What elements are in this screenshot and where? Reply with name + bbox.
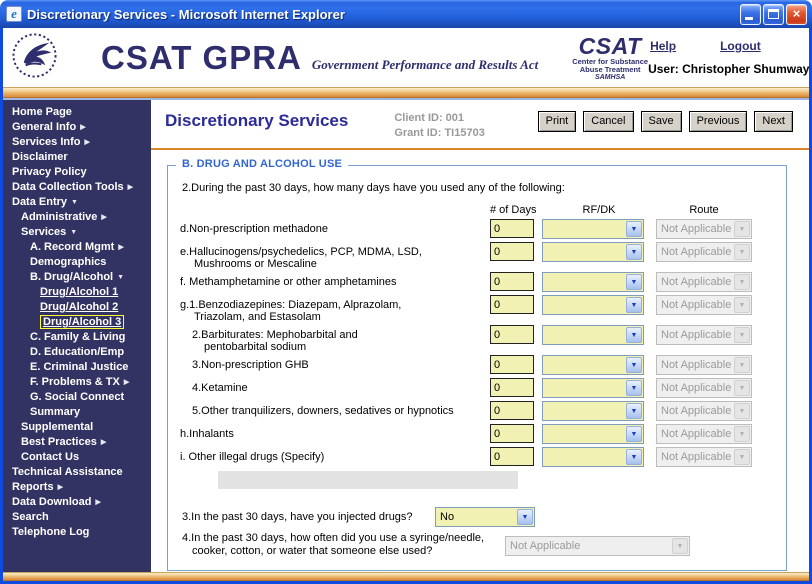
route-select: Not Applicable ▼ [656,325,752,345]
client-grant-ids [394,111,484,141]
days-input[interactable] [490,355,534,374]
chevron-down-icon: ▼ [626,297,642,313]
rfdk-select[interactable] [542,401,644,421]
title-bar[interactable] [0,0,812,28]
sidebar-item-data-download[interactable] [3,495,151,510]
sidebar-item-services-info[interactable] [3,135,151,150]
sidebar-item-telephone-log[interactable] [3,525,151,540]
injected-drugs-select[interactable]: No ▼ [435,507,535,527]
sidebar-nav [3,100,151,572]
brand-title: CSAT GPRA [101,38,302,76]
route-select: Not Applicable ▼ [656,424,752,444]
header-right [648,39,812,76]
minimize-button[interactable] [740,4,761,25]
cancel-button[interactable]: Cancel [583,111,633,132]
sidebar-item-label: Search [12,511,49,523]
sidebar-item-label: E. Criminal Justice [30,361,129,373]
rfdk-select[interactable] [542,378,644,398]
sidebar-item-summary[interactable] [3,405,151,420]
sidebar-item-label: Services Info [12,136,81,148]
sidebar-item-technical-assistance[interactable] [3,465,151,480]
drug-rows [180,219,778,468]
chevron-down-icon: ▼ [626,244,642,260]
csat-logo-line3: SAMHSA [594,73,626,81]
chevron-down-icon: ▼ [734,327,750,343]
sidebar-item-label: Drug/Alcohol 2 [40,301,119,313]
chevron-right-icon: ▶ [101,214,107,221]
chevron-right-icon: ▶ [100,439,107,446]
question-2-text: 2.During the past 30 days, how many days have you used any of the following: [182,182,565,194]
chevron-down-icon: ▼ [734,274,750,290]
chevron-down-icon: ▼ [734,403,750,419]
sidebar-item-drug-alcohol-2[interactable] [3,300,151,315]
days-input[interactable] [490,325,534,344]
sidebar-item-b-drug-alcohol[interactable] [3,270,151,285]
sidebar-item-supplemental[interactable] [3,420,151,435]
sidebar-item-label: Contact Us [21,451,80,463]
sidebar-item-data-entry[interactable] [3,195,151,210]
toolbar [538,111,793,132]
sidebar-item-label: Home Page [12,106,72,118]
drug-row [180,325,778,353]
drug-alcohol-section [167,158,787,571]
column-headers [180,204,778,216]
chevron-down-icon: ▼ [626,327,642,343]
drug-label: e.Hallucinogens/psychedelics, PCP, MDMA, LSD, Mushrooms or Mescaline [180,246,422,270]
window-title: Discretionary Services - Microsoft Internet Explorer [27,6,345,22]
days-input[interactable] [490,272,534,291]
sidebar-item-reports[interactable] [3,480,151,495]
sidebar-item-services[interactable] [3,225,151,240]
sidebar-item-label: G. Social Connect [30,391,125,403]
drug-label: d.Non-prescription methadone [180,223,328,235]
chevron-down-icon: ▼ [626,274,642,290]
days-input[interactable] [490,447,534,466]
sidebar-item-label: Data Download [12,496,92,508]
csat-logo-title: CSAT [578,32,642,59]
previous-button[interactable]: Previous [689,111,748,132]
days-input[interactable] [490,424,534,443]
user-label: User: Christopher Shumway [648,62,810,76]
chevron-down-icon: ▼ [626,449,642,465]
window-frame [0,28,812,584]
route-select: Not Applicable ▼ [656,242,752,262]
rfdk-select[interactable] [542,272,644,292]
drug-row [180,295,778,323]
section-title: B. DRUG AND ALCOHOL USE [176,158,348,170]
chevron-right-icon: ▶ [80,124,86,131]
sidebar-item-label: A. Record Mgmt [30,241,115,253]
sidebar-item-label: Reports [12,481,54,493]
sidebar-item-data-collection-tools[interactable] [3,180,151,195]
sidebar-item-drug-alcohol-1[interactable] [3,285,151,300]
brand-block [101,39,538,77]
maximize-button[interactable] [763,4,784,25]
chevron-down-icon: ▼ [734,297,750,313]
col-header-rfdk: RF/DK [582,204,616,216]
days-input[interactable] [490,378,534,397]
chevron-down-icon: ▼ [626,357,642,373]
days-input[interactable] [490,219,534,238]
rfdk-select[interactable] [542,242,644,262]
chevron-down-icon: ▼ [734,221,750,237]
sidebar-item-administrative[interactable] [3,210,151,225]
chevron-right-icon: ▶ [95,499,101,506]
logout-link[interactable]: Logout [720,39,761,53]
sidebar-item-label: Technical Assistance [12,466,123,478]
grant-id: Grant ID: TI15703 [394,127,485,139]
app-header [3,28,809,87]
brand-subtitle: Government Performance and Results Act [311,56,539,72]
syringe-use-select: Not Applicable ▼ [505,536,690,556]
sidebar-item-privacy-policy[interactable] [3,165,151,180]
drug-label: g.1.Benzodiazepines: Diazepam, Alprazolam, Triazolam, and Estasolam [180,299,402,323]
sidebar-item-drug-alcohol-3[interactable] [3,315,151,330]
route-select: Not Applicable ▼ [656,219,752,239]
chevron-right-icon: ▶ [127,184,134,191]
chevron-down-icon: ▼ [626,426,642,442]
header-divider-bar [3,87,809,98]
next-button[interactable]: Next [754,111,793,132]
drug-row [180,401,778,422]
drug-row [180,272,778,293]
sidebar-item-f-problems-tx[interactable] [3,375,151,390]
hhs-eagle-logo [11,32,59,84]
route-select: Not Applicable ▼ [656,447,752,467]
sidebar-item-label: D. Education/Emp [30,346,125,358]
drug-row [180,378,778,399]
drug-row [180,242,778,270]
drug-label: 4.Ketamine [192,382,248,394]
rfdk-select[interactable] [542,424,644,444]
sidebar-item-label: F. Problems & TX [30,376,120,388]
drug-row [180,424,778,445]
col-header-days: # of Days [490,204,537,216]
chevron-down-icon: ▼ [734,357,750,373]
ie-icon: e [6,6,22,22]
route-select: Not Applicable ▼ [656,355,752,375]
chevron-down-icon: ▼ [626,403,642,419]
sidebar-item-label: Telephone Log [12,526,90,538]
chevron-down-icon: ▼ [734,380,750,396]
chevron-right-icon: ▶ [123,379,130,386]
sidebar-item-label: Administrative [21,211,98,223]
sidebar-item-label: Demographics [30,256,107,268]
drug-label: h.Inhalants [180,428,234,440]
sidebar-item-label: Summary [30,406,81,418]
days-input[interactable] [490,401,534,420]
client-id: Client ID: 001 [394,112,465,124]
main-content [151,100,809,572]
page-title: Discretionary Services [165,111,349,130]
sidebar-item-search[interactable] [3,510,151,525]
drug-label: 3.Non-prescription GHB [192,359,309,371]
specify-input [218,471,518,489]
sidebar-item-home-page[interactable] [3,105,151,120]
csat-logo [572,34,648,81]
route-select: Not Applicable ▼ [656,272,752,292]
csat-logo-line2: Abuse Treatment [579,64,641,74]
footer-bar [3,572,809,581]
rfdk-select[interactable] [542,325,644,345]
sidebar-item-label: General Info [12,121,77,133]
route-select: Not Applicable ▼ [656,295,752,315]
close-button[interactable]: × [786,4,807,25]
sidebar-item-label: Services [21,226,67,238]
rfdk-select[interactable] [542,295,644,315]
chevron-down-icon: ▼ [734,426,750,442]
sidebar-item-label: Drug/Alcohol 3 [40,315,124,329]
sidebar-item-a-record-mgmt[interactable] [3,240,151,255]
chevron-down-icon: ▼ [517,509,533,525]
drug-row [180,219,778,240]
chevron-down-icon: ▼ [70,229,78,236]
rfdk-select[interactable] [542,219,644,239]
help-link[interactable]: Help [650,39,677,53]
sidebar-item-disclaimer[interactable] [3,150,151,165]
sidebar-item-contact-us[interactable] [3,450,151,465]
sidebar-item-label: B. Drug/Alcohol [30,271,114,283]
chevron-right-icon: ▶ [84,139,90,146]
chevron-down-icon: ▼ [734,449,750,465]
sidebar-item-label: Drug/Alcohol 1 [40,286,119,298]
drug-label: 5.Other tranquilizers, downers, sedatives or hypnotics [192,405,454,417]
sidebar-item-label: Data Entry [12,196,68,208]
sidebar-item-best-practices[interactable] [3,435,151,450]
rfdk-select[interactable] [542,355,644,375]
question-4-text: 4.In the past 30 days, how often did you use a syringe/needle, cooker, cotton, or water that someone else used? [182,532,485,557]
drug-label: 2.Barbiturates: Mephobarbital and pentobarbital sodium [192,329,358,353]
save-button[interactable]: Save [641,111,682,132]
days-input[interactable] [490,295,534,314]
question-3-text: 3.In the past 30 days, have you injected drugs? [182,511,413,523]
sidebar-item-g-social-connect[interactable] [3,390,151,405]
sidebar-item-label: Privacy Policy [12,166,87,178]
chevron-down-icon: ▼ [734,244,750,260]
print-button[interactable]: Print [538,111,577,132]
sidebar-item-label: Data Collection Tools [12,181,124,193]
sidebar-item-label: Best Practices [21,436,97,448]
chevron-down-icon: ▼ [626,221,642,237]
minimize-icon [745,17,753,20]
route-select: Not Applicable ▼ [656,401,752,421]
rfdk-select[interactable] [542,447,644,467]
chevron-down-icon: ▼ [626,380,642,396]
chevron-down-icon: ▼ [117,274,125,281]
drug-row [180,447,778,468]
route-select: Not Applicable ▼ [656,378,752,398]
sidebar-item-c-family-living[interactable] [3,330,151,345]
sidebar-item-label: Disclaimer [12,151,68,163]
chevron-right-icon: ▶ [57,484,63,491]
sidebar-item-d-education-emp[interactable] [3,345,151,360]
chevron-down-icon: ▼ [71,199,78,206]
drug-label: i. Other illegal drugs (Specify) [180,451,325,463]
sidebar-item-label: Supplemental [21,421,94,433]
days-input[interactable] [490,242,534,261]
csat-logo-line1: Center for Substance [572,57,649,67]
drug-row [180,355,778,376]
sidebar-item-label: C. Family & Living [30,331,126,343]
sidebar-item-general-info[interactable] [3,120,151,135]
drug-label: f. Methamphetamine or other amphetamines [180,276,397,288]
col-header-route: Route [689,204,719,216]
chevron-down-icon: ▼ [672,538,688,554]
sidebar-item-e-criminal-justice[interactable] [3,360,151,375]
sidebar-item-demographics[interactable] [3,255,151,270]
maximize-icon [768,9,779,19]
chevron-right-icon: ▶ [118,244,124,251]
page-divider [151,148,809,150]
